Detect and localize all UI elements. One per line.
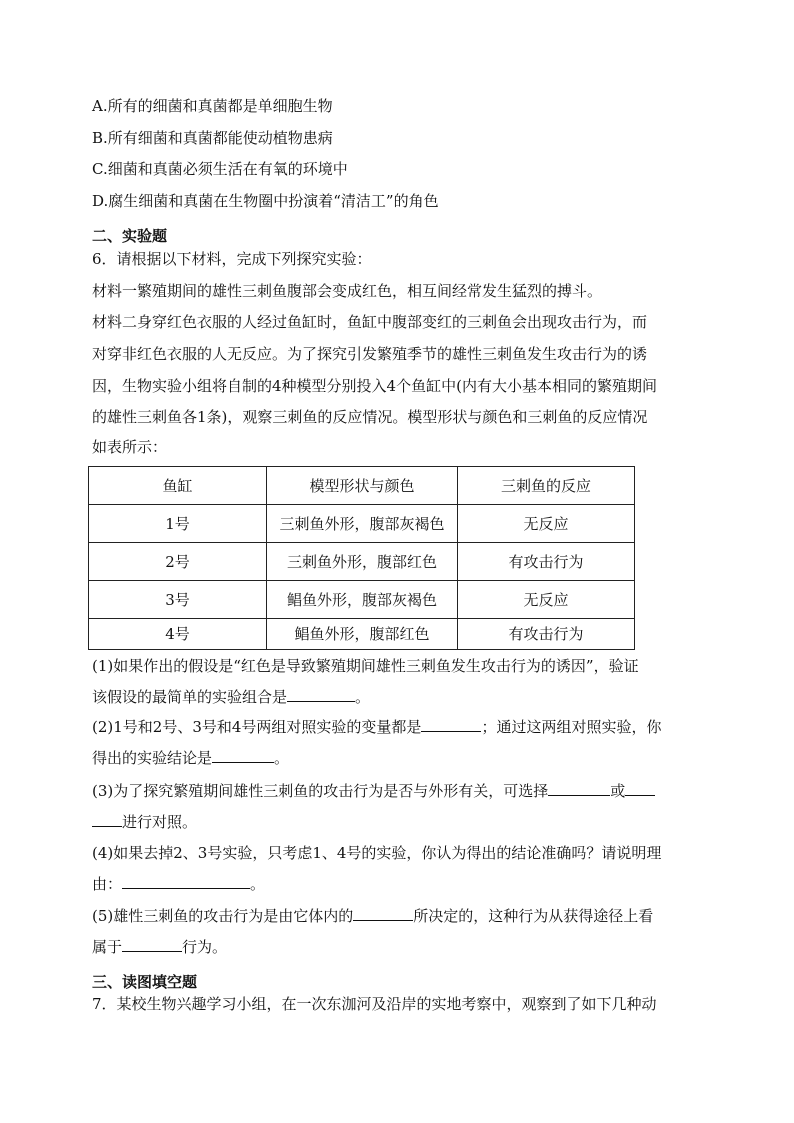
cell-reaction: 有攻击行为 <box>458 619 635 650</box>
option-b: B.所有细菌和真菌都能使动植物患病 <box>92 129 333 147</box>
header-tank: 鱼缸 <box>89 467 267 505</box>
question-3-text: (3)为了探究繁殖期间雄性三刺鱼的攻击行为是否与外形有关，可选择 <box>92 782 549 800</box>
option-a: A.所有的细菌和真菌都是单细胞生物 <box>92 97 333 115</box>
answer-blank[interactable] <box>287 686 355 702</box>
material-2-line: 如表所示： <box>92 438 168 456</box>
cell-tank: 1号 <box>89 505 267 543</box>
cell-model: 鲳鱼外形，腹部红色 <box>267 619 458 650</box>
cell-model: 三刺鱼外形，腹部灰褐色 <box>267 505 458 543</box>
question-5-text: 属于 <box>92 938 123 956</box>
question-4-line-1: (4)如果去掉2、3号实验，只考虑1、4号的实验，你认为得出的结论准确吗？请说明理 <box>92 844 662 862</box>
question-4-line-2 <box>92 873 265 894</box>
table-row <box>89 543 635 581</box>
answer-blank[interactable] <box>353 905 413 921</box>
question-3-line-1 <box>92 780 655 801</box>
table-row <box>89 505 635 543</box>
table-header-row <box>89 467 635 505</box>
cell-reaction: 无反应 <box>458 505 635 543</box>
section-2-heading: 二、实验题 <box>92 227 168 245</box>
section-3-heading: 三、读图填空题 <box>92 973 198 991</box>
punctuation: 。 <box>274 749 290 767</box>
option-d: D.腐生细菌和真菌在生物圈中扮演着“清洁工”的角色 <box>92 192 439 210</box>
answer-blank[interactable] <box>92 811 122 827</box>
question-5-line-1 <box>92 905 653 926</box>
cell-reaction: 有攻击行为 <box>458 543 635 581</box>
question-2-text: ；通过这两组对照实验，你 <box>481 718 662 736</box>
question-5-text: 所决定的，这种行为从获得途径上看 <box>413 907 654 925</box>
answer-blank[interactable] <box>421 716 481 732</box>
question-2-text: 得出的实验结论是 <box>92 749 213 767</box>
cell-tank: 3号 <box>89 581 267 619</box>
question-3-text: 或 <box>610 782 626 800</box>
question-5-text: 行为。 <box>182 938 228 956</box>
option-c: C.细菌和真菌必须生活在有氧的环境中 <box>92 160 348 178</box>
punctuation: 。 <box>250 875 266 893</box>
answer-blank[interactable] <box>548 780 610 796</box>
question-3-text: 进行对照。 <box>122 813 198 831</box>
question-2-text: (2)1号和2号、3号和4号两组对照实验的变量都是 <box>92 718 422 736</box>
answer-blank[interactable] <box>122 873 250 889</box>
material-2-line: 的雄性三刺鱼各1条)，观察三刺鱼的反应情况。模型形状与颜色和三刺鱼的反应情况 <box>92 408 648 426</box>
question-5-line-2 <box>92 936 227 957</box>
question-4-text: 由： <box>92 875 123 893</box>
cell-model: 鲳鱼外形，腹部灰褐色 <box>267 581 458 619</box>
question-6-intro: 6．请根据以下材料，完成下列探究实验： <box>92 250 372 268</box>
punctuation: 。 <box>355 688 371 706</box>
question-2-line-1 <box>92 716 661 737</box>
question-3-line-2 <box>92 811 197 832</box>
cell-tank: 2号 <box>89 543 267 581</box>
material-2-line: 对穿非红色衣服的人无反应。为了探究引发繁殖季节的雄性三刺鱼发生攻击行为的诱 <box>92 345 648 363</box>
question-7-line-1: 7．某校生物兴趣学习小组，在一次东泇河及沿岸的实地考察中，观察到了如下几种动 <box>92 995 657 1013</box>
answer-blank[interactable] <box>625 780 655 796</box>
question-5-text: (5)雄性三刺鱼的攻击行为是由它体内的 <box>92 907 354 925</box>
answer-blank[interactable] <box>212 747 274 763</box>
question-1-line-1: (1)如果作出的假设是“红色是导致繁殖期间雄性三刺鱼发生攻击行为的诱因”，验证 <box>92 657 639 675</box>
question-1-line-2 <box>92 686 370 707</box>
cell-reaction: 无反应 <box>458 581 635 619</box>
header-reaction: 三刺鱼的反应 <box>458 467 635 505</box>
cell-model: 三刺鱼外形，腹部红色 <box>267 543 458 581</box>
material-1: 材料一繁殖期间的雄性三刺鱼腹部会变成红色，相互间经常发生猛烈的搏斗。 <box>92 282 603 300</box>
cell-tank: 4号 <box>89 619 267 650</box>
question-1-text: 该假设的最简单的实验组合是 <box>92 688 288 706</box>
material-2-line: 因，生物实验小组将自制的4种模型分别投入4个鱼缸中(内有大小基本相同的繁殖期间 <box>92 377 657 395</box>
table-row <box>89 619 635 650</box>
question-2-line-2 <box>92 747 289 768</box>
results-table <box>88 466 635 650</box>
answer-blank[interactable] <box>122 936 182 952</box>
table-row <box>89 581 635 619</box>
header-model: 模型形状与颜色 <box>267 467 458 505</box>
material-2-line: 材料二身穿红色衣服的人经过鱼缸时，鱼缸中腹部变红的三刺鱼会出现攻击行为，而 <box>92 313 648 331</box>
